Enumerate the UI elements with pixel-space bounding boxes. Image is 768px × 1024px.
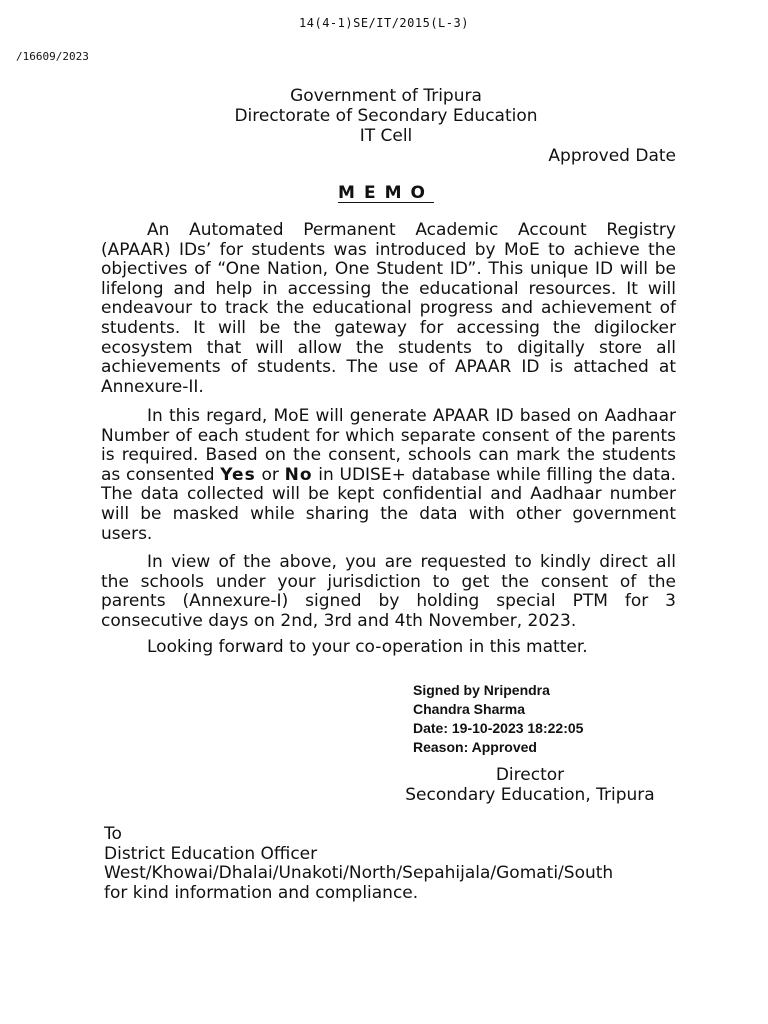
consent-or: or — [255, 464, 285, 485]
designation-office: Secondary Education, Tripura — [405, 785, 655, 805]
paragraph-consent — [101, 407, 676, 544]
addressee-to: To — [104, 824, 122, 844]
signature-signer: Signed by Nripendra — [413, 682, 550, 698]
header-cell: IT Cell — [359, 126, 413, 146]
signature-reason: Reason: Approved — [413, 739, 537, 755]
signature-signer-name: Chandra Sharma — [413, 701, 526, 717]
addressee-districts: West/Khowai/Dhalai/Unakoti/North/Sepahijala/Gomati/South — [104, 863, 614, 883]
consent-text-end: in UDISE+ database while filling the data. The data collected will be kept confidential and Aadhaar number will be masked while sharing the data with other government users. — [101, 464, 676, 544]
consent-no: No — [284, 464, 313, 485]
digital-signature-block — [413, 681, 583, 757]
memo-title: MEMO — [338, 183, 434, 203]
addressee-purpose: for kind information and compliance. — [104, 882, 419, 903]
addressee-block — [104, 825, 613, 903]
designation-block — [392, 765, 668, 805]
consent-text-start: In this regard, MoE will generate APAAR ID based on Aadhaar Number of each student for which separate consent of the parents is required. Based on the consent, schools can mark the students as consented — [101, 406, 676, 485]
signature-date: Date: 19-10-2023 18:22:05 — [413, 720, 584, 736]
paragraph-request: In view of the above, you are requested to kindly direct all the schools under your jurisdiction to get the consent of the parents (Annexure-I) signed by holding special PTM for 3 consecutive days on 2nd, 3rd and 4th November, 2023. — [101, 552, 676, 631]
file-number: 14(4-1)SE/IT/2015(L-3) — [299, 16, 469, 30]
designation-title: Director — [495, 765, 565, 785]
paragraph-apaar-intro: An Automated Permanent Academic Account Registry (APAAR) IDs’ for students was introduced by MoE to achieve the objectives of “One Nation, One Student ID”. This unique ID will be lifelong and help in accessing the educational resources. It will endeavour to track the educational progress and achievement of students. It will be the gateway for accessing the digilocker ecosystem that will allow the students to digitally store all achievements of students. The use of APAAR ID is attached at Annexure-II. — [101, 220, 676, 397]
approved-date-label: Approved Date — [548, 146, 676, 166]
header-directorate: Directorate of Secondary Education — [234, 106, 538, 126]
letterhead — [0, 86, 768, 146]
addressee-recipient: District Education Officer — [104, 843, 318, 864]
paragraph-closing: Looking forward to your co-operation in this matter. — [147, 637, 588, 657]
consent-yes: Yes — [220, 464, 256, 485]
reference-number: /16609/2023 — [16, 50, 89, 63]
header-government: Government of Tripura — [290, 86, 482, 106]
